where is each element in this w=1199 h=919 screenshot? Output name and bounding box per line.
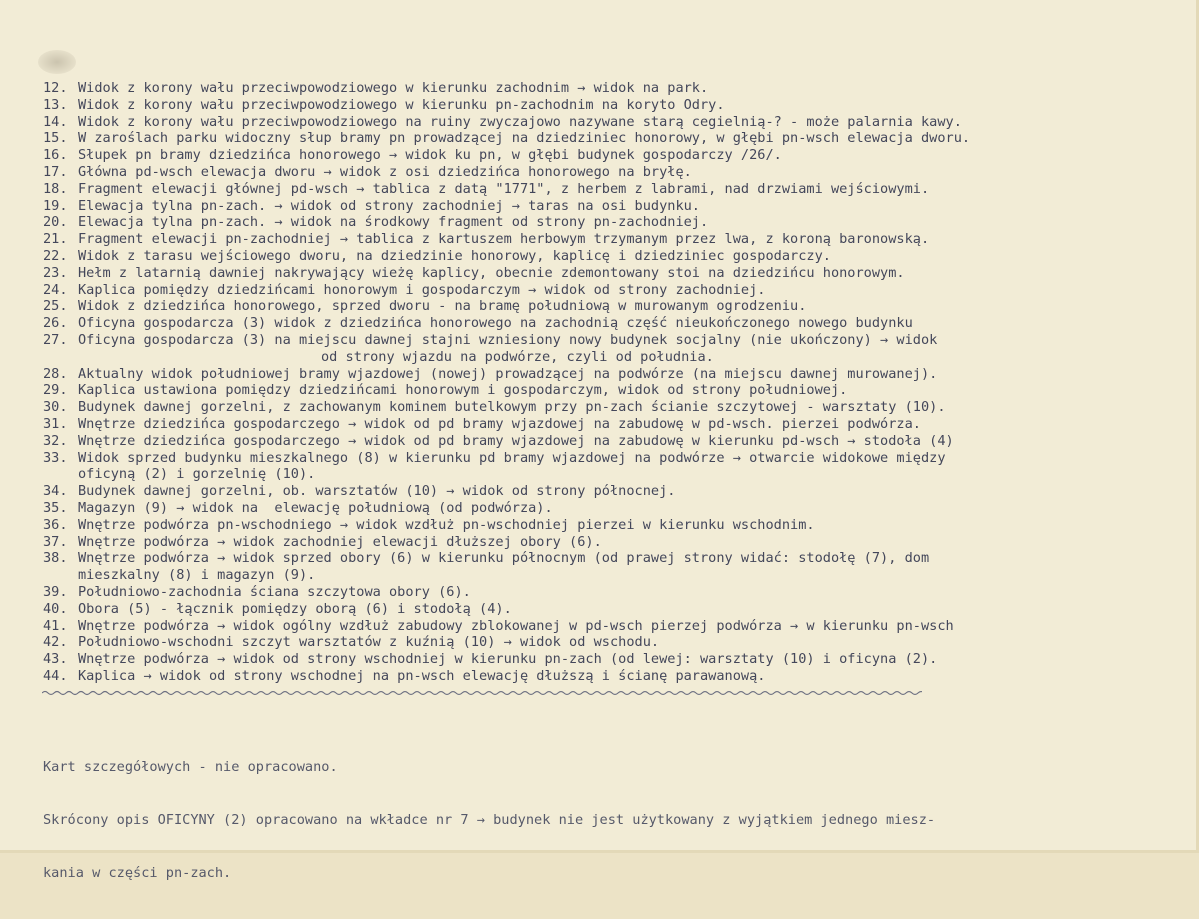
item-number: 28. (43, 365, 68, 382)
item-text: Wnętrze podwórza → widok zachodniej elewacji dłuższej obory (6). (78, 533, 602, 550)
item-number: 40. (43, 600, 68, 617)
item-number: 38. (43, 550, 68, 567)
item-number: 25. (43, 298, 68, 315)
item-text: Główna pd-wsch elewacja dworu → widok z osi dziedzińca honorowego na bryłę. (78, 163, 692, 180)
item-number: 18. (43, 180, 68, 197)
list-item-continuation (43, 349, 970, 366)
item-text: Widok z korony wału przeciwpowodziowego w kierunku zachodnim → widok na park. (78, 80, 709, 96)
list-item (43, 668, 970, 685)
item-text: Budynek dawnej gorzelni, z zachowanym kominem butelkowym przy pn-zach ścianie szczytowej - warsztaty (10). (78, 399, 946, 416)
item-text: Magazyn (9) → widok na elewację południową (od podwórza). (78, 499, 553, 516)
item-text: Aktualny widok południowej bramy wjazdowej (nowej) prowadzącej na podwórze (na miejscu dawnej murowanej). (78, 365, 938, 382)
list-item (43, 248, 970, 265)
list-item (43, 601, 970, 618)
closing-notes (43, 723, 935, 919)
item-number: 37. (43, 533, 68, 550)
item-text: Wnętrze podwórza pn-wschodniego → widok wzdłuż pn-wschodniej pierzei w kierunku wschodnim. (78, 516, 815, 533)
list-item (43, 130, 970, 147)
item-text: mieszkalny (8) i magazyn (9). (78, 567, 316, 584)
item-number: 31. (43, 415, 68, 432)
list-item (43, 231, 970, 248)
item-number: 14. (43, 113, 68, 130)
item-number: 12. (43, 80, 68, 96)
item-text: Elewacja tylna pn-zach. → widok od strony zachodniej → taras na osi budynku. (78, 197, 700, 214)
item-text: Słupek pn bramy dziedzińca honorowego → widok ku pn, w głębi budynek gospodarczy /26/. (78, 147, 782, 164)
list-item (43, 164, 970, 181)
list-item (43, 433, 970, 450)
item-number: 17. (43, 163, 68, 180)
item-text: Wnętrze podwórza → widok sprzed obory (6) w kierunku północnym (od prawej strony widać: stodołę (7), dom (78, 550, 930, 567)
list-item (43, 500, 970, 517)
item-text: Kaplica ustawiona pomiędzy dziedzińcami honorowym i gospodarczym, widok od strony południowej. (78, 382, 848, 399)
list-item (43, 634, 970, 651)
item-number: 27. (43, 331, 68, 348)
item-number: 32. (43, 432, 68, 449)
list-item (43, 382, 970, 399)
item-number: 34. (43, 483, 68, 500)
item-text: Południowo-zachodnia ściana szczytowa obory (6). (78, 583, 471, 600)
item-number: 30. (43, 399, 68, 416)
item-text: Południowo-wschodni szczyt warsztatów z kuźnią (10) → widok od wschodu. (78, 634, 660, 651)
item-text: Elewacja tylna pn-zach. → widok na środkowy fragment od strony pn-zachodniej. (78, 214, 709, 231)
list-item (43, 315, 970, 332)
item-text: Widok z dziedzińca honorowego, sprzed dworu - na bramę południową w murowanym ogrodzeniu. (78, 298, 807, 315)
item-number: 39. (43, 583, 68, 600)
list-item (43, 399, 970, 416)
item-text: Wnętrze podwórza → widok od strony wschodniej w kierunku pn-zach (od lewej: warsztaty (10) i oficyna (2). (78, 651, 938, 668)
item-text: Oficyna gospodarcza (3) widok z dziedzińca honorowego na zachodnią część nieukończonego nowego budynku (78, 315, 913, 332)
item-text: od strony wjazdu na podwórze, czyli od południa. (321, 348, 714, 365)
item-number: 33. (43, 449, 68, 466)
list-item (43, 80, 970, 97)
list-item (43, 534, 970, 551)
item-number: 43. (43, 651, 68, 668)
item-number: 29. (43, 382, 68, 399)
item-text: Widok z korony wału przeciwpowodziowego na ruiny zwyczajowo nazywane starą cegielnią-? - może palarnia kawy. (78, 113, 962, 130)
list-item (43, 651, 970, 668)
item-number: 15. (43, 130, 68, 147)
list-item (43, 483, 970, 500)
list-item-continuation (43, 466, 970, 483)
item-text: Kaplica → widok od strony wschodnej na pn-wsch elewację dłuższą i ścianę parawanową. (78, 667, 766, 684)
item-text: Oficyna gospodarcza (3) na miejscu dawnej stajni wzniesiony nowy budynek socjalny (nie ukończony) → widok (78, 331, 938, 348)
item-number: 21. (43, 231, 68, 248)
item-number: 36. (43, 516, 68, 533)
list-item (43, 517, 970, 534)
item-number: 26. (43, 315, 68, 332)
list-item (43, 198, 970, 215)
list-item (43, 450, 970, 467)
list-item-continuation (43, 567, 970, 584)
note-line: Kart szczegółowych - nie opracowano. (43, 758, 338, 775)
item-text: Hełm z latarnią dawniej nakrywający wieżę kaplicy, obecnie zdemontowany stoi na dziedzińcu honorowym. (78, 264, 905, 281)
item-text: Kaplica pomiędzy dziedzińcami honorowym i gospodarczym → widok od strony zachodniej. (78, 281, 766, 298)
list-item (43, 550, 970, 567)
item-text: Budynek dawnej gorzelni, ob. warsztatów (10) → widok od strony północnej. (78, 483, 676, 500)
photo-caption-list (43, 80, 970, 685)
list-item (43, 332, 970, 349)
item-text: Widok sprzed budynku mieszkalnego (8) w kierunku pd bramy wjazdowej na podwórze → otwarcie widokowe między (78, 449, 946, 466)
item-text: Fragment elewacji głównej pd-wsch → tablica z datą "1771", z herbem z labrami, nad drzwiami wejściowymi. (78, 180, 930, 197)
note-line: Skrócony opis OFICYNY (2) opracowano na wkładce nr 7 → budynek nie jest użytkowany z wyjątkiem jednego miesz- (43, 811, 936, 828)
item-text: oficyną (2) i gorzelnię (10). (78, 466, 316, 483)
item-number: 44. (43, 667, 68, 684)
wavy-separator (42, 690, 922, 696)
item-text: Wnętrze podwórza → widok ogólny wzdłuż zabudowy zblokowanej w pd-wsch pierzej podwórza → w kierunku pn-wsch (78, 617, 954, 634)
list-item (43, 282, 970, 299)
item-text: Obora (5) - łącznik pomiędzy oborą (6) i stodołą (4). (78, 600, 512, 617)
item-number: 13. (43, 96, 68, 113)
list-item (43, 181, 970, 198)
ink-smudge (38, 50, 76, 74)
list-item (43, 618, 970, 635)
item-text: Wnętrze dziedzińca gospodarczego → widok od pd bramy wjazdowej na zabudowę w pd-wsch. pierzei podwórza. (78, 415, 921, 432)
item-text: Widok z korony wału przeciwpowodziowego w kierunku pn-zachodnim na koryto Odry. (78, 96, 725, 113)
list-item (43, 214, 970, 231)
item-text: Fragment elewacji pn-zachodniej → tablica z kartuszem herbowym trzymanym przez lwa, z koroną baronowską. (78, 231, 930, 248)
list-item (43, 147, 970, 164)
list-item (43, 366, 970, 383)
item-number: 22. (43, 247, 68, 264)
item-text: Widok z tarasu wejściowego dworu, na dziedzinie honorowy, kaplicę i dziedziniec gospodarczy. (78, 247, 831, 264)
item-number: 16. (43, 147, 68, 164)
list-item (43, 97, 970, 114)
item-number: 20. (43, 214, 68, 231)
item-number: 23. (43, 264, 68, 281)
item-text: W zaroślach parku widoczny słup bramy pn prowadzącej na dziedziniec honorowy, w głębi pn-wsch elewacja dworu. (78, 130, 971, 147)
item-number: 19. (43, 197, 68, 214)
item-number: 42. (43, 634, 68, 651)
item-text: Wnętrze dziedzińca gospodarczego → widok od pd bramy wjazdowej na zabudowę w kierunku pd-wsch → stodoła (4) (78, 432, 954, 449)
note-line: kania w części pn-zach. (43, 865, 232, 882)
item-number: 41. (43, 617, 68, 634)
list-item (43, 114, 970, 131)
list-item (43, 265, 970, 282)
item-number: 24. (43, 281, 68, 298)
item-number: 35. (43, 499, 68, 516)
list-item (43, 584, 970, 601)
list-item (43, 416, 970, 433)
list-item (43, 298, 970, 315)
